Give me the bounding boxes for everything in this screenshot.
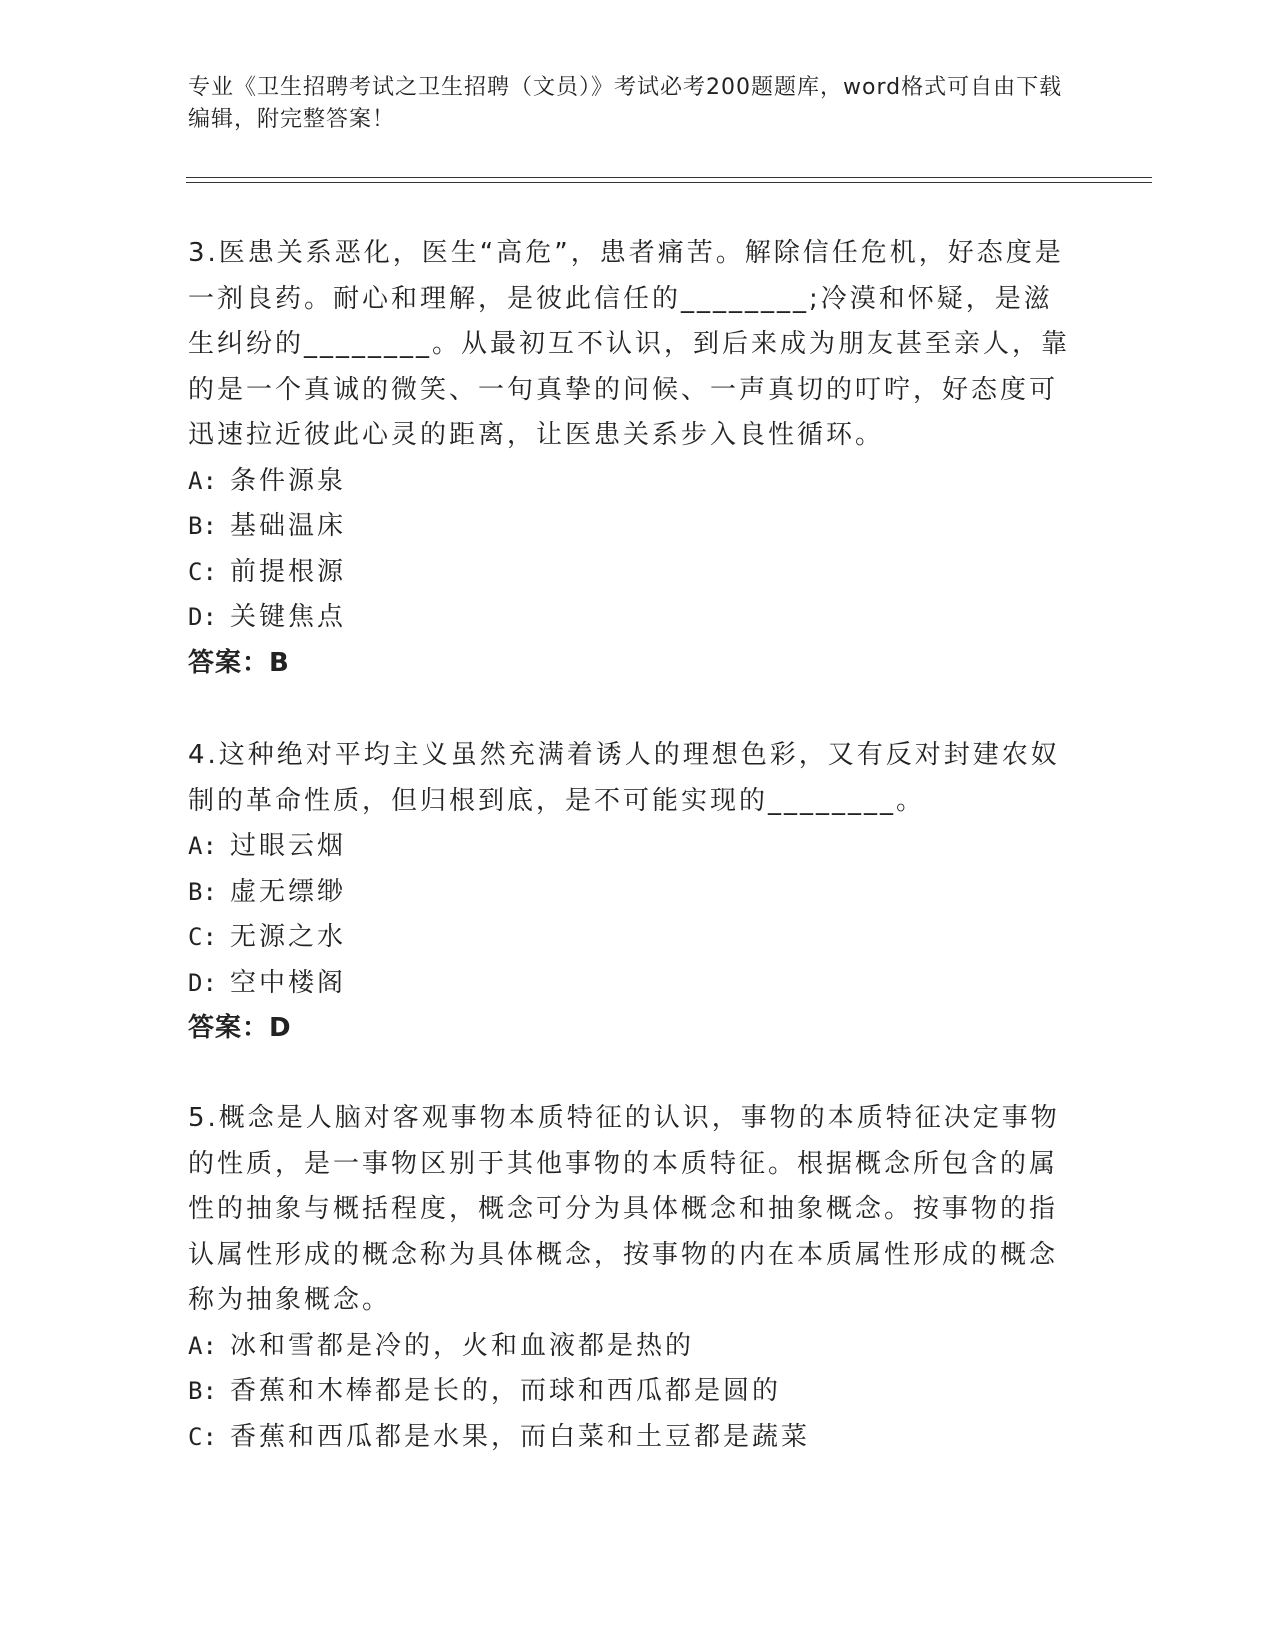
option-b	[188, 504, 1078, 550]
question-stem: 4.这种绝对平均主义虽然充满着诱人的理想色彩，又有反对封建农奴制的革命性质，但归根到底，是不可能实现的________。	[188, 740, 1060, 816]
option-key: B:	[188, 1377, 217, 1405]
option-key: A:	[188, 466, 217, 495]
option-c	[188, 915, 1078, 961]
option-text: 无源之水	[230, 922, 347, 952]
option-key: C:	[188, 557, 217, 586]
option-d	[188, 961, 1078, 1007]
option-key: D:	[188, 603, 217, 631]
answer-line: 答案：D	[188, 1013, 292, 1043]
question-4	[188, 733, 1078, 1052]
option-d	[188, 595, 1078, 641]
option-text: 过眼云烟	[230, 831, 347, 861]
question-stem: 3.医患关系恶化，医生“高危”，患者痛苦。解除信任危机，好态度是一剂良药。耐心和理解，是彼此信任的________;冷漠和怀疑，是滋生纠纷的________。从最初互不认识，到后来成为朋友甚至亲人，靠的是一个真诚的微笑、一句真挚的问候、一声真切的叮咛，好态度可迅速拉近彼此心灵的距离，让医患关系步入良性循环。	[188, 238, 1071, 450]
question-stem: 5.概念是人脑对客观事物本质特征的认识，事物的本质特征决定事物的性质，是一事物区别于其他事物的本质特征。根据概念所包含的属性的抽象与概括程度，概念可分为具体概念和抽象概念。按事物的指认属性形成的概念称为具体概念，按事物的内在本质属性形成的概念称为抽象概念。	[188, 1103, 1060, 1315]
option-c	[188, 550, 1078, 596]
question-3	[188, 231, 1078, 686]
option-text: 虚无缥缈	[230, 876, 347, 907]
document-header: 专业《卫生招聘考试之卫生招聘（文员）》考试必考200题题库，word格式可自由下载编辑，附完整答案！	[188, 75, 1063, 132]
option-text: 条件源泉	[230, 465, 347, 496]
option-text: 冰和雪都是冷的，火和血液都是热的	[230, 1330, 695, 1361]
option-text: 香蕉和木棒都是长的，而球和西瓜都是圆的	[230, 1376, 782, 1406]
option-key: A:	[188, 832, 217, 860]
option-text: 基础温床	[230, 511, 347, 541]
option-text: 香蕉和西瓜都是水果，而白菜和土豆都是蔬菜	[230, 1421, 811, 1452]
option-b	[188, 870, 1078, 916]
option-key: D:	[188, 968, 217, 997]
question-5	[188, 1096, 1078, 1460]
option-text: 关键焦点	[230, 602, 347, 632]
option-a	[188, 1324, 1078, 1370]
option-c	[188, 1415, 1078, 1461]
option-a	[188, 824, 1078, 870]
option-key: C:	[188, 1422, 217, 1451]
header-rule-top	[186, 177, 1152, 178]
option-b	[188, 1369, 1078, 1415]
answer-line: 答案：B	[188, 647, 290, 678]
option-key: B:	[188, 877, 217, 906]
header-rule-bottom	[186, 182, 1152, 183]
option-key: C:	[188, 923, 217, 951]
option-key: B:	[188, 512, 217, 540]
option-key: A:	[188, 1331, 217, 1360]
option-text: 空中楼阁	[230, 967, 347, 998]
option-text: 前提根源	[230, 556, 347, 587]
option-a	[188, 459, 1078, 505]
